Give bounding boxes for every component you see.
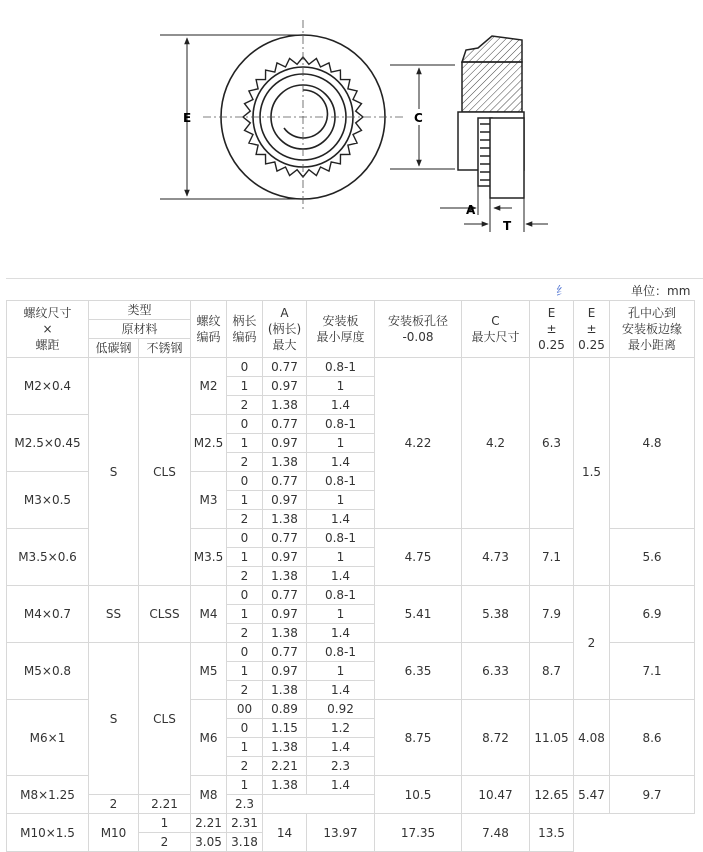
shank-code-cell: 2 bbox=[227, 567, 263, 586]
a-max-cell: 0.97 bbox=[263, 662, 307, 681]
thread-code-cell: M6 bbox=[191, 700, 227, 776]
edge-distance-cell: 7.1 bbox=[610, 643, 695, 700]
e2-cell: 1.5 bbox=[574, 358, 610, 586]
e2-cell: 4.08 bbox=[574, 700, 610, 776]
shank-code-cell: 1 bbox=[227, 738, 263, 757]
stainless-cell: CLSS bbox=[139, 586, 191, 643]
edge-distance-cell: 9.7 bbox=[610, 776, 695, 814]
min-thickness-cell: 0.92 bbox=[307, 700, 375, 719]
table-row bbox=[7, 358, 695, 377]
a-max-cell: 0.97 bbox=[263, 605, 307, 624]
min-thickness-cell: 0.8-1 bbox=[307, 415, 375, 434]
shank-code-cell: 1 bbox=[227, 491, 263, 510]
header-material: 原材料 bbox=[89, 320, 191, 339]
a-max-cell: 0.77 bbox=[263, 472, 307, 491]
label-t: T bbox=[503, 219, 512, 233]
thread-code-cell: M5 bbox=[191, 643, 227, 700]
shank-code-cell: 0 bbox=[227, 586, 263, 605]
hole-cell: 8.75 bbox=[375, 700, 462, 776]
a-max-cell: 0.97 bbox=[263, 377, 307, 396]
shank-code-cell: 1 bbox=[227, 548, 263, 567]
min-thickness-cell: 2.3 bbox=[227, 795, 263, 814]
header-low-carbon: 低碳钢 bbox=[89, 339, 139, 358]
thread-size-cell: M10×1.5 bbox=[7, 814, 89, 852]
thread-size-cell: M5×0.8 bbox=[7, 643, 89, 700]
min-thickness-cell: 1.4 bbox=[307, 738, 375, 757]
edge-distance-cell: 13.5 bbox=[530, 814, 574, 852]
min-thickness-cell: 0.8-1 bbox=[307, 472, 375, 491]
thread-code-cell: M2.5 bbox=[191, 415, 227, 472]
stainless-cell: CLS bbox=[139, 358, 191, 586]
min-thickness-cell: 1.4 bbox=[307, 567, 375, 586]
header-type: 类型 bbox=[89, 301, 191, 320]
a-max-cell: 3.05 bbox=[191, 833, 227, 852]
a-max-cell: 1.38 bbox=[263, 738, 307, 757]
unit-label: 单位：mm bbox=[631, 284, 691, 298]
thread-code-cell: M8 bbox=[191, 776, 227, 814]
a-max-cell: 1.38 bbox=[263, 396, 307, 415]
min-thickness-cell: 1.4 bbox=[307, 453, 375, 472]
thread-size-cell: M3×0.5 bbox=[7, 472, 89, 529]
shank-code-cell: 0 bbox=[227, 643, 263, 662]
edge-distance-cell: 4.8 bbox=[610, 358, 695, 529]
header-e: E ± 0.25 bbox=[530, 301, 574, 358]
table-row bbox=[7, 586, 695, 605]
shank-code-cell: 2 bbox=[227, 624, 263, 643]
shank-code-cell: 1 bbox=[227, 662, 263, 681]
min-thickness-cell: 0.8-1 bbox=[307, 643, 375, 662]
header-stainless: 不锈钢 bbox=[139, 339, 191, 358]
a-max-cell: 0.77 bbox=[263, 415, 307, 434]
e-cell: 7.1 bbox=[530, 529, 574, 586]
low-carbon-cell: SS bbox=[89, 586, 139, 643]
thread-size-cell: M2×0.4 bbox=[7, 358, 89, 415]
hole-cell: 4.22 bbox=[375, 358, 462, 529]
shank-code-cell: 0 bbox=[227, 472, 263, 491]
c-cell: 13.97 bbox=[307, 814, 375, 852]
a-max-cell: 0.97 bbox=[263, 548, 307, 567]
min-thickness-cell: 1 bbox=[307, 491, 375, 510]
side-view bbox=[458, 36, 524, 198]
min-thickness-cell: 1 bbox=[307, 605, 375, 624]
fastener-drawing bbox=[0, 0, 703, 278]
a-max-cell: 1.38 bbox=[263, 776, 307, 795]
min-thickness-cell: 0.8-1 bbox=[307, 358, 375, 377]
edge-distance-cell: 6.9 bbox=[610, 586, 695, 643]
shank-code-cell: 1 bbox=[227, 434, 263, 453]
e2-cell: 5.47 bbox=[574, 776, 610, 814]
hole-cell: 10.5 bbox=[375, 776, 462, 814]
shank-code-cell: 1 bbox=[227, 377, 263, 396]
shank-code-cell: 0 bbox=[227, 529, 263, 548]
header-thread-size: 螺纹尺寸 × 螺距 bbox=[7, 301, 89, 358]
thread-size-cell: M8×1.25 bbox=[7, 776, 89, 814]
thread-code-cell: M3.5 bbox=[191, 529, 227, 586]
e-cell: 17.35 bbox=[375, 814, 462, 852]
a-max-cell: 1.38 bbox=[263, 453, 307, 472]
min-thickness-cell: 1 bbox=[307, 662, 375, 681]
min-thickness-cell: 1.4 bbox=[307, 510, 375, 529]
min-thickness-cell: 1 bbox=[307, 548, 375, 567]
c-cell: 4.73 bbox=[462, 529, 530, 586]
shank-code-cell: 0 bbox=[227, 358, 263, 377]
thread-code-cell: M2 bbox=[191, 358, 227, 415]
shank-code-cell: 2 bbox=[227, 757, 263, 776]
c-cell: 5.38 bbox=[462, 586, 530, 643]
header-e: E ± 0.25 bbox=[574, 301, 610, 358]
a-max-cell: 0.77 bbox=[263, 586, 307, 605]
min-thickness-cell: 1.4 bbox=[307, 681, 375, 700]
header-a: A (柄长) 最大 bbox=[263, 301, 307, 358]
hole-cell: 6.35 bbox=[375, 643, 462, 700]
min-thickness-cell: 2.3 bbox=[307, 757, 375, 776]
header-c: C 最大尺寸 bbox=[462, 301, 530, 358]
a-max-cell: 0.77 bbox=[263, 358, 307, 377]
min-thickness-cell: 1.2 bbox=[307, 719, 375, 738]
shank-code-cell: 2 bbox=[227, 681, 263, 700]
thread-size-cell: M2.5×0.45 bbox=[7, 415, 89, 472]
a-max-cell: 1.38 bbox=[263, 624, 307, 643]
e-cell: 7.9 bbox=[530, 586, 574, 643]
c-cell: 10.47 bbox=[462, 776, 530, 814]
unit-mark: 纟 bbox=[556, 284, 569, 298]
header-edge-distance: 孔中心到 安装板边缘 最小距离 bbox=[610, 301, 695, 358]
min-thickness-cell: 1.4 bbox=[307, 776, 375, 795]
shank-code-cell: 2 bbox=[89, 795, 139, 814]
a-max-cell: 0.77 bbox=[263, 643, 307, 662]
a-max-cell: 0.97 bbox=[263, 491, 307, 510]
label-c: C bbox=[414, 111, 423, 125]
spec-table bbox=[6, 300, 695, 852]
min-thickness-cell: 0.8-1 bbox=[307, 529, 375, 548]
header-row bbox=[7, 301, 695, 320]
a-max-cell: 1.38 bbox=[263, 510, 307, 529]
shank-code-cell: 2 bbox=[139, 833, 191, 852]
c-cell: 4.2 bbox=[462, 358, 530, 529]
e-cell: 11.05 bbox=[530, 700, 574, 776]
shank-code-cell: 00 bbox=[227, 700, 263, 719]
a-max-cell: 0.97 bbox=[263, 434, 307, 453]
e2-cell: 7.48 bbox=[462, 814, 530, 852]
thread-size-cell: M6×1 bbox=[7, 700, 89, 776]
header-shank-code: 柄长 编码 bbox=[227, 301, 263, 358]
hole-cell: 5.41 bbox=[375, 586, 462, 643]
shank-code-cell: 2 bbox=[227, 453, 263, 472]
min-thickness-cell: 1 bbox=[307, 377, 375, 396]
a-max-cell: 2.21 bbox=[191, 814, 227, 833]
min-thickness-cell: 0.8-1 bbox=[307, 586, 375, 605]
shank-code-cell: 0 bbox=[227, 415, 263, 434]
a-max-cell: 0.77 bbox=[263, 529, 307, 548]
shank-code-cell: 0 bbox=[227, 719, 263, 738]
a-max-cell: 0.89 bbox=[263, 700, 307, 719]
center-lines bbox=[203, 20, 403, 212]
low-carbon-cell: S bbox=[89, 358, 139, 586]
label-e: E bbox=[183, 111, 192, 125]
thread-code-cell: M10 bbox=[89, 814, 139, 852]
a-max-cell: 1.15 bbox=[263, 719, 307, 738]
shank-code-cell: 1 bbox=[227, 605, 263, 624]
thread-size-cell: M3.5×0.6 bbox=[7, 529, 89, 586]
shank-code-cell: 2 bbox=[227, 396, 263, 415]
e-cell: 6.3 bbox=[530, 358, 574, 529]
shank-code-cell: 1 bbox=[227, 776, 263, 795]
thread-code-cell: M3 bbox=[191, 472, 227, 529]
c-cell: 6.33 bbox=[462, 643, 530, 700]
min-thickness-cell: 3.18 bbox=[227, 833, 263, 852]
label-a: A bbox=[466, 203, 476, 217]
a-max-cell: 2.21 bbox=[263, 757, 307, 776]
edge-distance-cell: 8.6 bbox=[610, 700, 695, 776]
thread-code-cell: M4 bbox=[191, 586, 227, 643]
c-cell: 8.72 bbox=[462, 700, 530, 776]
edge-distance-cell: 5.6 bbox=[610, 529, 695, 586]
min-thickness-cell: 1 bbox=[307, 434, 375, 453]
unit-bar bbox=[6, 278, 703, 301]
min-thickness-cell: 1.4 bbox=[307, 624, 375, 643]
a-max-cell: 1.38 bbox=[263, 567, 307, 586]
hole-cell: 4.75 bbox=[375, 529, 462, 586]
header-hole: 安装板孔径 -0.08 bbox=[375, 301, 462, 358]
shank-code-cell: 1 bbox=[139, 814, 191, 833]
thread-size-cell: M4×0.7 bbox=[7, 586, 89, 643]
header-thread-code: 螺纹 编码 bbox=[191, 301, 227, 358]
e-cell: 8.7 bbox=[530, 643, 574, 700]
e2-cell: 2 bbox=[574, 586, 610, 700]
min-thickness-cell: 1.4 bbox=[307, 396, 375, 415]
table-row bbox=[7, 814, 695, 833]
min-thickness-cell: 2.31 bbox=[227, 814, 263, 833]
a-max-cell: 1.38 bbox=[263, 681, 307, 700]
hole-cell: 14 bbox=[263, 814, 307, 852]
header-min-thickness: 安装板 最小厚度 bbox=[307, 301, 375, 358]
stainless-cell: CLS bbox=[139, 643, 191, 795]
low-carbon-cell: S bbox=[89, 643, 139, 795]
shank-code-cell: 2 bbox=[227, 510, 263, 529]
a-max-cell: 2.21 bbox=[139, 795, 191, 814]
e-cell: 12.65 bbox=[530, 776, 574, 814]
